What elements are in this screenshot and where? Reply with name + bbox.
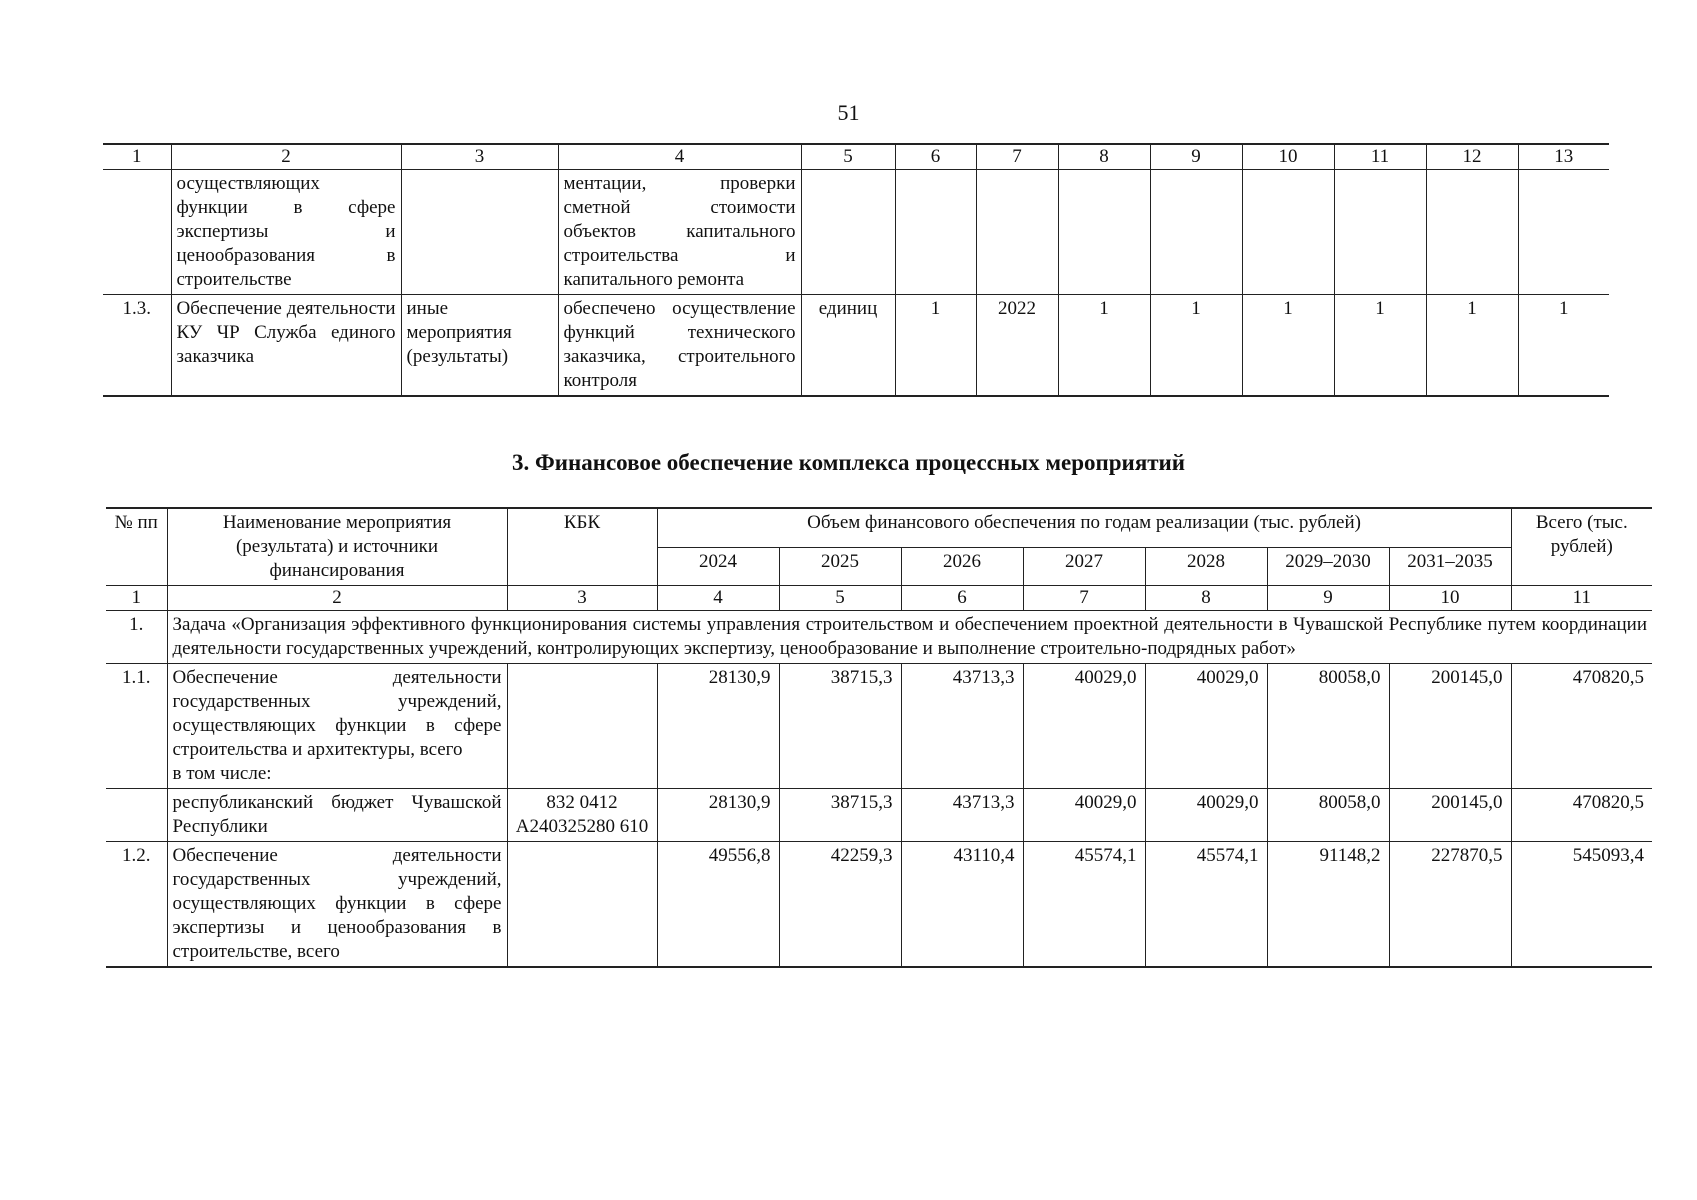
col-number: 12 — [1426, 144, 1518, 170]
header-year: 2029–2030 — [1267, 547, 1389, 585]
value-cell — [1426, 170, 1518, 295]
col-number: 10 — [1242, 144, 1334, 170]
measure-result: ментации, проверки сметной стоимости объектов капитального строительства и капитального ремонта — [558, 170, 801, 295]
col-number: 5 — [779, 586, 901, 611]
kbk-code: 832 0412 А240325280 610 — [507, 789, 657, 842]
col-number: 7 — [1023, 586, 1145, 611]
total-cell: 545093,4 — [1511, 842, 1652, 968]
col-number: 10 — [1389, 586, 1511, 611]
unit: единиц — [801, 295, 895, 397]
value-cell: 45574,1 — [1023, 842, 1145, 968]
value-cell: 43110,4 — [901, 842, 1023, 968]
value-cell: 40029,0 — [1145, 664, 1267, 789]
measure-name-extra: в том числе: — [172, 763, 272, 784]
base-value: 1 — [895, 295, 976, 397]
value-cell — [1518, 170, 1609, 295]
measure-name-cell — [167, 664, 507, 789]
indicators-table-continued — [103, 143, 1609, 397]
value-cell: 200145,0 — [1389, 789, 1511, 842]
measure-type: иные мероприятия (результаты) — [401, 295, 558, 397]
value-cell: 91148,2 — [1267, 842, 1389, 968]
value-cell: 28130,9 — [657, 789, 779, 842]
value-cell: 1 — [1150, 295, 1242, 397]
row-number: 1.3. — [103, 295, 171, 397]
financing-table — [106, 507, 1652, 968]
col-number: 7 — [976, 144, 1058, 170]
value-cell: 80058,0 — [1267, 664, 1389, 789]
col-number: 1 — [103, 144, 171, 170]
value-cell: 80058,0 — [1267, 789, 1389, 842]
value-cell: 227870,5 — [1389, 842, 1511, 968]
value-cell: 200145,0 — [1389, 664, 1511, 789]
col-number: 2 — [167, 586, 507, 611]
col-number: 11 — [1511, 586, 1652, 611]
col-number: 1 — [106, 586, 167, 611]
table-row — [106, 842, 1652, 968]
col-number: 4 — [558, 144, 801, 170]
value-cell: 40029,0 — [1023, 789, 1145, 842]
value-cell: 49556,8 — [657, 842, 779, 968]
header-year: 2024 — [657, 547, 779, 585]
col-number: 11 — [1334, 144, 1426, 170]
header-volume: Объем финансового обеспечения по годам реализации (тыс. рублей) — [657, 508, 1511, 547]
header-num: № пп — [106, 508, 167, 586]
value-cell: 40029,0 — [1023, 664, 1145, 789]
row-number — [103, 170, 171, 295]
col-number: 5 — [801, 144, 895, 170]
table-row — [103, 295, 1609, 397]
header-year: 2027 — [1023, 547, 1145, 585]
col-number: 6 — [901, 586, 1023, 611]
measure-name: осуществляющих функции в сфере экспертизы и ценообразования в строительстве — [171, 170, 401, 295]
measure-name: Обеспечение деятельности государственных учреждений, осуществляющих функции в сфере экспертизы и ценообразования в строительстве, всего — [172, 845, 502, 962]
row-number — [106, 789, 167, 842]
table-row — [103, 170, 1609, 295]
base-year: 2022 — [976, 295, 1058, 397]
col-number: 8 — [1058, 144, 1150, 170]
col-number: 13 — [1518, 144, 1609, 170]
col-number: 3 — [401, 144, 558, 170]
section-title: 3. Финансовое обеспечение комплекса процессных мероприятий — [511, 450, 1186, 475]
total-cell: 470820,5 — [1511, 664, 1652, 789]
measure-name: Обеспечение деятельности КУ ЧР Служба единого заказчика — [171, 295, 401, 397]
value-cell: 1 — [1334, 295, 1426, 397]
col-number: 8 — [1145, 586, 1267, 611]
col-number: 9 — [1267, 586, 1389, 611]
col-number: 4 — [657, 586, 779, 611]
value-cell — [1058, 170, 1150, 295]
col-number: 9 — [1150, 144, 1242, 170]
column-numbers-row — [103, 144, 1609, 170]
task-number: 1. — [106, 611, 167, 664]
table-row — [106, 664, 1652, 789]
page-number: 51 — [837, 100, 860, 125]
value-cell — [1150, 170, 1242, 295]
header-year: 2028 — [1145, 547, 1267, 585]
header-kbk: КБК — [507, 508, 657, 586]
value-cell: 42259,3 — [779, 842, 901, 968]
measure-name-cell — [167, 789, 507, 842]
table-row — [106, 789, 1652, 842]
col-number: 3 — [507, 586, 657, 611]
column-numbers-row — [106, 586, 1652, 611]
value-cell: 1 — [1242, 295, 1334, 397]
value-cell: 38715,3 — [779, 664, 901, 789]
row-number: 1.2. — [106, 842, 167, 968]
value-cell: 43713,3 — [901, 789, 1023, 842]
header-name: Наименование мероприятия (результата) и источники финансирования — [167, 508, 507, 586]
value-cell — [1334, 170, 1426, 295]
task-row — [106, 611, 1652, 664]
value-cell: 1 — [1518, 295, 1609, 397]
value-cell: 1 — [1058, 295, 1150, 397]
measure-type — [401, 170, 558, 295]
kbk-code — [507, 842, 657, 968]
value-cell: 38715,3 — [779, 789, 901, 842]
value-cell: 28130,9 — [657, 664, 779, 789]
header-year: 2026 — [901, 547, 1023, 585]
kbk-code — [507, 664, 657, 789]
header-total: Всего (тыс. рублей) — [1511, 508, 1652, 586]
col-number: 2 — [171, 144, 401, 170]
unit — [801, 170, 895, 295]
base-value — [895, 170, 976, 295]
value-cell: 43713,3 — [901, 664, 1023, 789]
value-cell: 1 — [1426, 295, 1518, 397]
value-cell: 45574,1 — [1145, 842, 1267, 968]
value-cell — [1242, 170, 1334, 295]
total-cell: 470820,5 — [1511, 789, 1652, 842]
base-year — [976, 170, 1058, 295]
row-number: 1.1. — [106, 664, 167, 789]
measure-name: республиканский бюджет Чувашской Республики — [172, 792, 502, 837]
value-cell: 40029,0 — [1145, 789, 1267, 842]
header-row — [106, 508, 1652, 547]
col-number: 6 — [895, 144, 976, 170]
measure-name: Обеспечение деятельности государственных учреждений, осуществляющих функции в сфере строительства и архитектуры, всего — [172, 667, 502, 760]
measure-result: обеспечено осуществление функций технического заказчика, строительного контроля — [558, 295, 801, 397]
measure-name-cell — [167, 842, 507, 968]
task-text: Задача «Организация эффективного функционирования системы управления строительством и обеспечением проектной деятельности в Чувашской Республике путем координации деятельности государственных учреждений, контролирующих экспертизу, ценообразование и выполнение строительно-подрядных работ» — [167, 611, 1652, 664]
header-year: 2025 — [779, 547, 901, 585]
header-year: 2031–2035 — [1389, 547, 1511, 585]
